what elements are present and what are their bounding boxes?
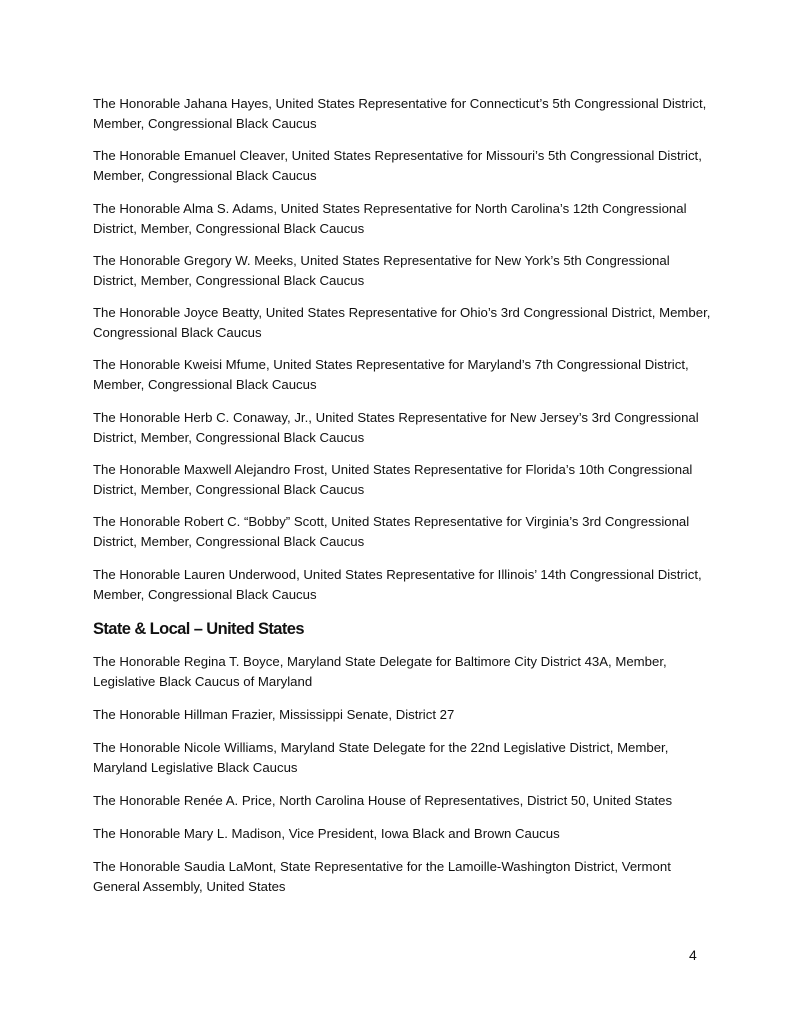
federal-entries-list [93, 94, 713, 605]
document-page [93, 94, 713, 910]
list-item: The Honorable Hillman Frazier, Mississippi Senate, District 27 [93, 706, 455, 722]
list-item: The Honorable Regina T. Boyce, Maryland State Delegate for Baltimore City District 43A, Member, Legislative Black Caucus of Maryland [93, 653, 667, 689]
list-item: The Honorable Robert C. “Bobby” Scott, United States Representative for Virginia’s 3rd Congressional District, Member, Congressional Black Caucus [93, 514, 690, 550]
list-item: The Honorable Jahana Hayes, United States Representative for Connecticut’s 5th Congressional District, Member, Congressional Black Caucus [93, 96, 707, 131]
list-item: The Honorable Lauren Underwood, United States Representative for Illinois’ 14th Congressional District, Member, Congressional Black Caucus [93, 566, 702, 602]
page-number: 4 [689, 947, 697, 963]
list-item: The Honorable Kweisi Mfume, United States Representative for Maryland’s 7th Congressional District, Member, Congressional Black Caucus [93, 357, 689, 393]
list-item: The Honorable Alma S. Adams, United States Representative for North Carolina’s 12th Congressional District, Member, Congressional Black Caucus [93, 200, 687, 236]
list-item: The Honorable Joyce Beatty, United States Representative for Ohio’s 3rd Congressional District, Member, Congressional Black Caucus [93, 305, 711, 341]
list-item: The Honorable Saudia LaMont, State Representative for the Lamoille-Washington District, Vermont General Assembly, United States [93, 858, 671, 894]
state-entries-list [93, 652, 713, 897]
list-item: The Honorable Nicole Williams, Maryland State Delegate for the 22nd Legislative District, Member, Maryland Legislative Black Caucus [93, 739, 669, 775]
list-item: The Honorable Gregory W. Meeks, United States Representative for New York’s 5th Congressional District, Member, Congressional Black Caucus [93, 252, 670, 288]
list-item: The Honorable Herb C. Conaway, Jr., United States Representative for New Jersey’s 3rd Congressional District, Member, Congressional Black Caucus [93, 409, 699, 445]
list-item: The Honorable Mary L. Madison, Vice President, Iowa Black and Brown Caucus [93, 825, 560, 841]
list-item: The Honorable Emanuel Cleaver, United States Representative for Missouri’s 5th Congressional District, Member, Congressional Black Caucus [93, 148, 702, 184]
list-item: The Honorable Maxwell Alejandro Frost, United States Representative for Florida’s 10th Congressional District, Member, Congressional Black Caucus [93, 462, 693, 498]
list-item: The Honorable Renée A. Price, North Carolina House of Representatives, District 50, United States [93, 792, 673, 808]
section-heading: State & Local – United States [93, 619, 304, 638]
